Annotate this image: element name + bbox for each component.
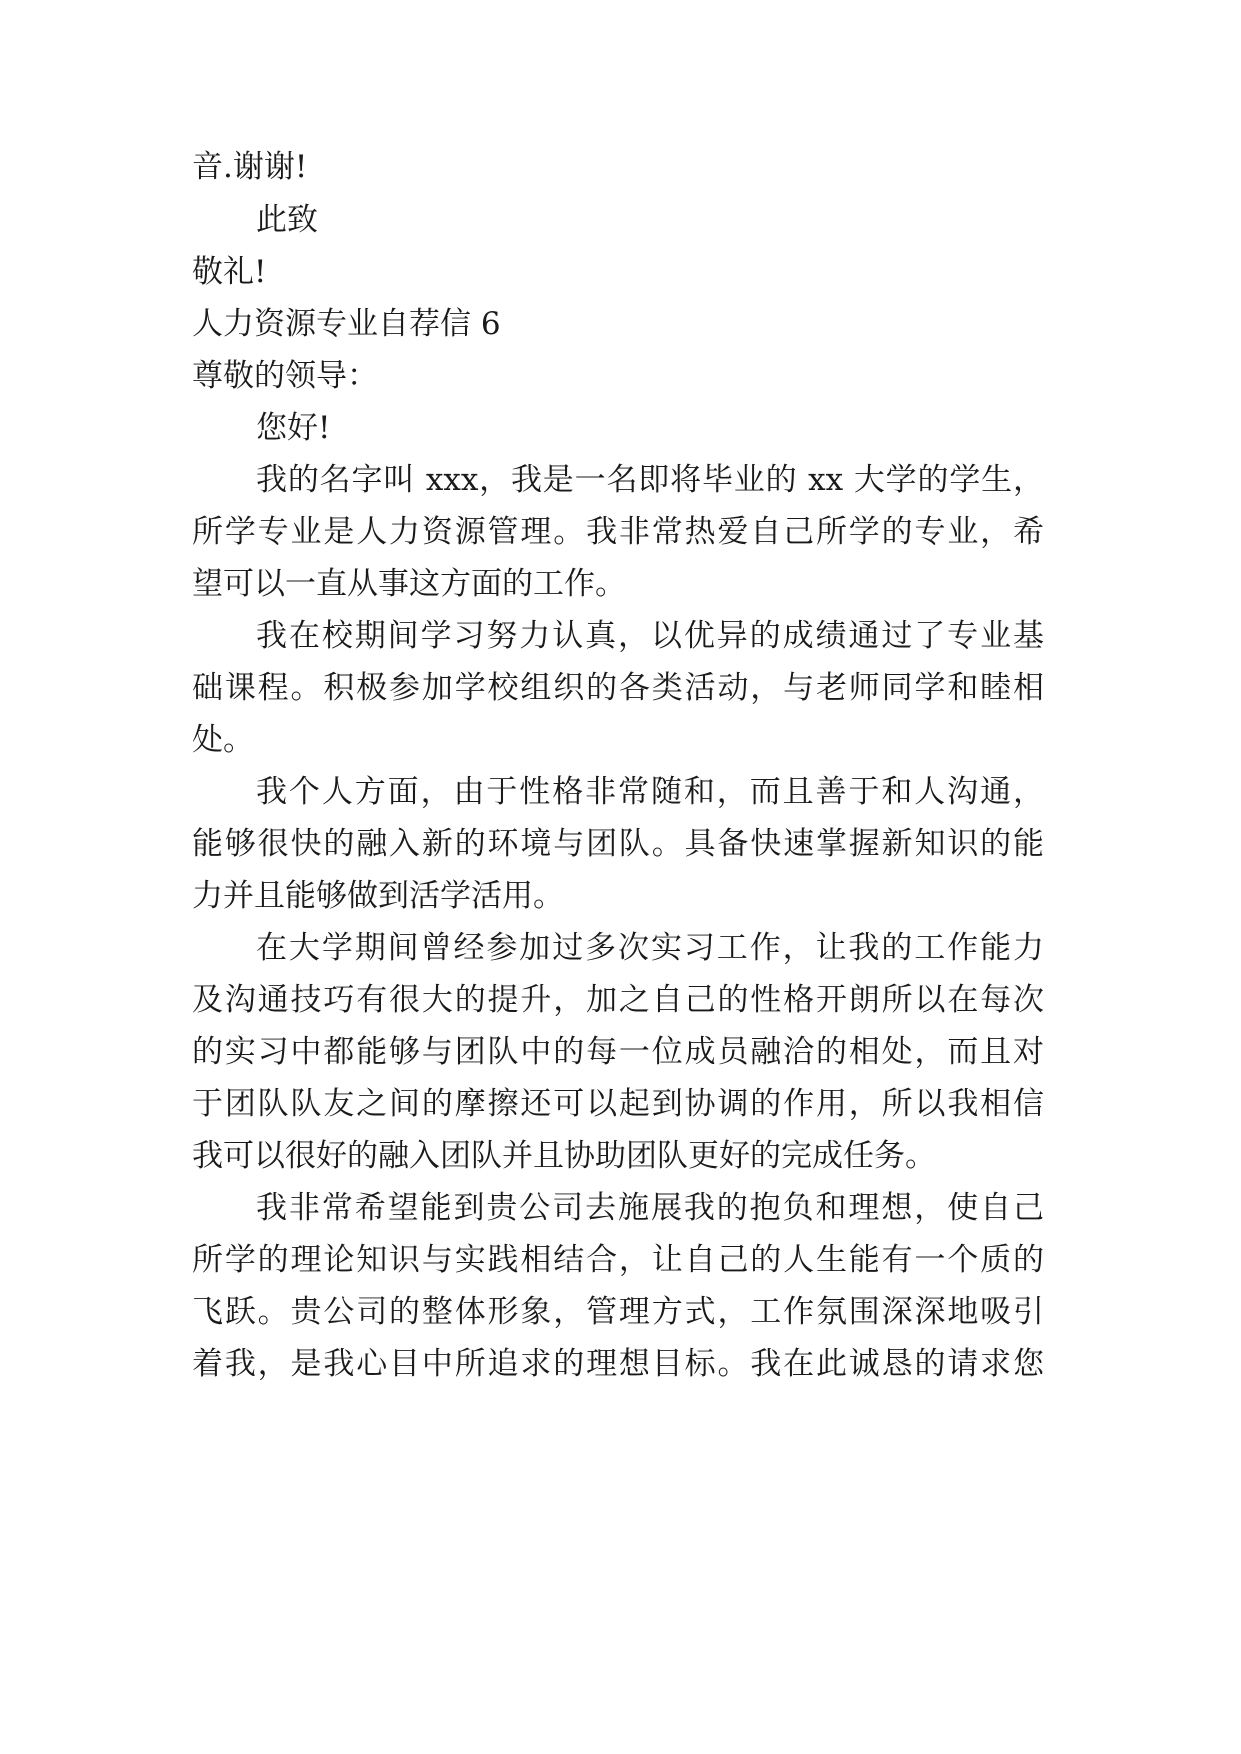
paragraph-line: 我的名字叫 xxx，我是一名即将毕业的 xx 大学的学生， xyxy=(256,462,1044,498)
paragraph-line: 飞跃。贵公司的整体形象，管理方式，工作氛围深深地吸引 xyxy=(192,1294,1044,1330)
paragraph-line: 能够很快的融入新的环境与团队。具备快速掌握新知识的能 xyxy=(192,826,1044,862)
paragraph-line: 及沟通技巧有很大的提升，加之自己的性格开朗所以在每次 xyxy=(192,982,1044,1018)
paragraph-line: 力并且能够做到活学活用。 xyxy=(192,878,564,914)
closing-line: 敬礼! xyxy=(192,254,267,290)
paragraph-line: 所学的理论知识与实践相结合，让自己的人生能有一个质的 xyxy=(192,1242,1044,1278)
paragraph-line: 我非常希望能到贵公司去施展我的抱负和理想，使自己 xyxy=(256,1190,1044,1226)
paragraph-line: 础课程。积极参加学校组织的各类活动，与老师同学和睦相 xyxy=(192,670,1044,706)
paragraph-line: 于团队队友之间的摩擦还可以起到协调的作用，所以我相信 xyxy=(192,1086,1044,1122)
salutation: 尊敬的领导： xyxy=(192,358,378,394)
paragraph-line: 我可以很好的融入团队并且协助团队更好的完成任务。 xyxy=(192,1138,936,1174)
paragraph-line: 我在校期间学习努力认真，以优异的成绩通过了专业基 xyxy=(256,618,1044,654)
paragraph-line: 所学专业是人力资源管理。我非常热爱自己所学的专业，希 xyxy=(192,514,1044,550)
paragraph-line: 我个人方面，由于性格非常随和，而且善于和人沟通， xyxy=(256,774,1044,810)
paragraph-line: 望可以一直从事这方面的工作。 xyxy=(192,566,626,602)
paragraph-line: 的实习中都能够与团队中的每一位成员融洽的相处，而且对 xyxy=(192,1034,1044,1070)
paragraph-line: 在大学期间曾经参加过多次实习工作，让我的工作能力 xyxy=(256,930,1044,966)
greeting: 您好! xyxy=(256,410,331,446)
letter-title: 人力资源专业自荐信 6 xyxy=(192,306,501,342)
closing-line: 音.谢谢! xyxy=(192,149,308,185)
closing-line: 此致 xyxy=(256,202,318,238)
paragraph-line: 处。 xyxy=(192,722,254,758)
paragraph-line: 着我，是我心目中所追求的理想目标。我在此诚恳的请求您 xyxy=(192,1346,1044,1382)
